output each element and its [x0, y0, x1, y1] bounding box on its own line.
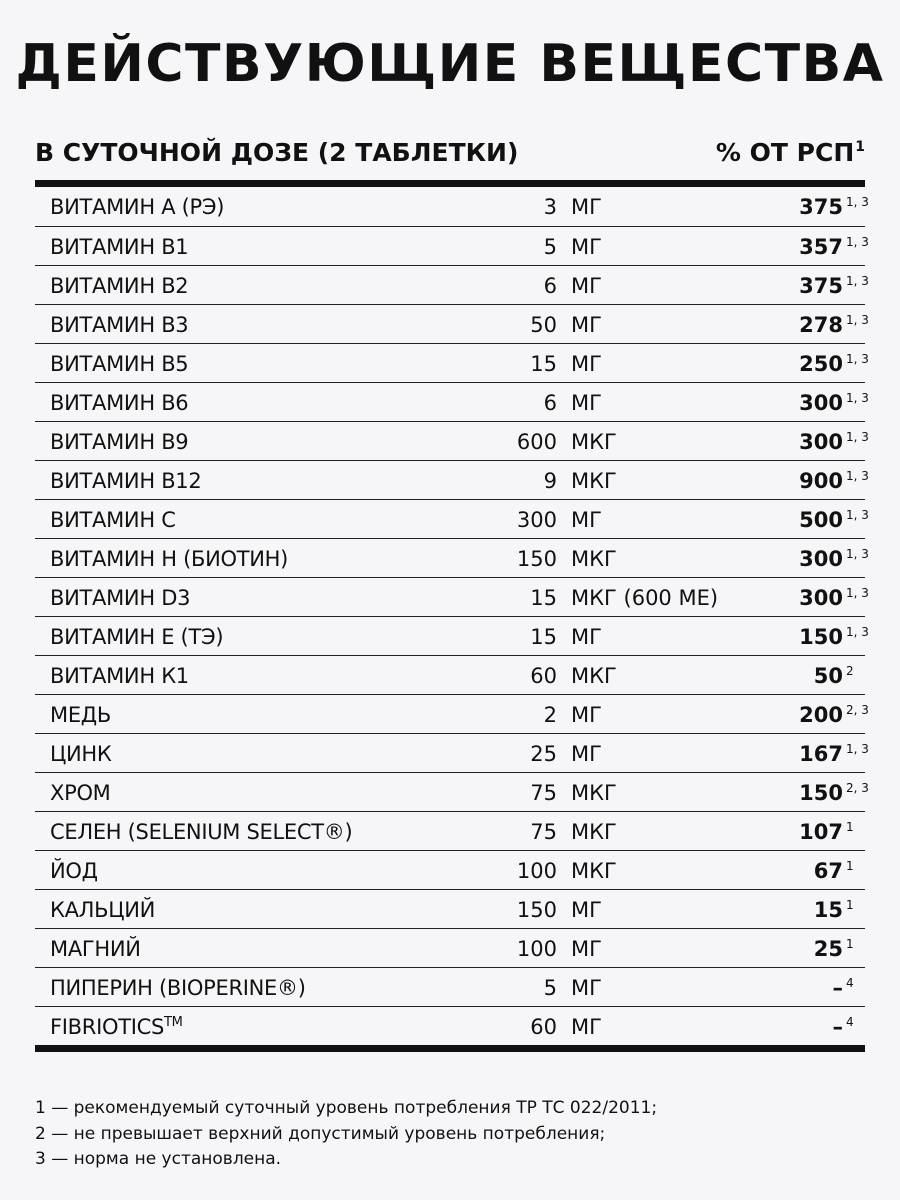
table-row [35, 421, 869, 460]
ingredient-percent: – [832, 976, 843, 1000]
ingredient-amount: 100 [516, 937, 557, 961]
ingredient-amount: 600 [516, 430, 557, 454]
ingredient-amount: 15 [530, 352, 557, 376]
ingredient-name [50, 391, 188, 415]
ingredient-note: 1, 3 [846, 391, 869, 405]
ingredient-name-text: МЕДЬ [50, 703, 112, 727]
ingredient-name-text: ПИПЕРИН (BIOPERINE®) [50, 976, 306, 1000]
ingredient-percent: 107 [799, 820, 843, 844]
ingredient-percent: 300 [799, 586, 843, 610]
table-row [35, 460, 869, 499]
ingredient-percent: 15 [813, 898, 843, 922]
ingredient-unit: МКГ [571, 859, 617, 883]
ingredient-amount: 5 [543, 235, 557, 259]
ingredient-percent: 200 [799, 703, 843, 727]
ingredient-name-text: ВИТАМИН В9 [50, 430, 189, 454]
ingredient-percent: 375 [799, 195, 843, 219]
footnote: 3 — норма не установлена. [35, 1149, 282, 1169]
ingredient-name [50, 664, 189, 688]
ingredient-note: 4 [846, 976, 854, 990]
ingredient-amount: 150 [516, 547, 557, 571]
ingredient-percent: 150 [799, 625, 843, 649]
ingredient-name [50, 195, 224, 219]
ingredient-amount: 15 [530, 586, 557, 610]
ingredient-name-text: ЦИНК [50, 742, 112, 766]
ingredient-amount: 300 [516, 508, 557, 532]
ingredient-note: 1, 3 [846, 742, 869, 756]
ingredient-unit: МГ [571, 625, 602, 649]
ingredient-unit: МГ [571, 976, 602, 1000]
ingredient-percent: 67 [813, 859, 843, 883]
ingredient-name [50, 781, 111, 805]
ingredient-name-text: МАГНИЙ [50, 937, 141, 961]
ingredient-note: 1, 3 [846, 313, 869, 327]
ingredient-unit: МГ [571, 508, 602, 532]
ingredient-unit: МГ [571, 352, 602, 376]
ingredient-note: 1, 3 [846, 352, 869, 366]
footnote: 2 — не превышает верхний допустимый уровень потребления; [35, 1123, 606, 1144]
ingredient-note: 2, 3 [846, 781, 869, 795]
ingredient-name-text: ВИТАМИН В6 [50, 391, 189, 415]
table-row [35, 967, 865, 1006]
ingredient-unit: МКГ [571, 547, 617, 571]
ingredient-unit: МГ [571, 235, 602, 259]
ingredient-note: 1 [846, 859, 854, 873]
ingredient-name-text: ВИТАМИН С [50, 508, 176, 532]
ingredient-name-text: ВИТАМИН В3 [50, 313, 189, 337]
ingredient-name [50, 313, 188, 337]
ingredient-name-text: ВИТАМИН В5 [50, 352, 189, 376]
ingredient-note: 1, 3 [846, 469, 869, 483]
table-row [35, 577, 869, 616]
ingredient-name-text: ВИТАМИН К1 [50, 664, 189, 688]
ingredient-name-text: ХРОМ [50, 781, 111, 805]
ingredient-amount: 60 [530, 1015, 557, 1039]
table-row [35, 187, 869, 226]
ingredient-percent: 167 [799, 742, 843, 766]
ingredient-percent: 50 [813, 664, 843, 688]
ingredient-percent: 300 [799, 430, 843, 454]
ingredients-table [35, 180, 869, 1052]
ingredient-note: 1 [846, 937, 854, 951]
ingredient-name-text: ВИТАМИН D3 [50, 586, 191, 610]
ingredient-percent: 300 [799, 547, 843, 571]
ingredient-unit: МГ [571, 742, 602, 766]
ingredient-name-text: ВИТАМИН Е (ТЭ) [50, 625, 224, 649]
ingredient-amount: 6 [543, 274, 557, 298]
ingredient-unit: МГ [571, 313, 602, 337]
ingredient-amount: 150 [516, 898, 557, 922]
ingredient-unit: МКГ [571, 469, 617, 493]
ingredient-amount: 75 [530, 781, 557, 805]
ingredient-name [50, 469, 201, 493]
table-row [35, 343, 869, 382]
ingredient-note: 1 [846, 820, 854, 834]
ingredient-name-text: ВИТАМИН А (РЭ) [50, 195, 225, 219]
table-row [35, 265, 869, 304]
ingredient-name-text: ВИТАМИН В2 [50, 274, 189, 298]
table-row [35, 928, 865, 967]
table-row [35, 850, 865, 889]
ingredient-unit: МГ [571, 1015, 602, 1039]
ingredient-percent: 357 [799, 235, 843, 259]
ingredient-unit: МГ [571, 703, 602, 727]
ingredient-name [50, 586, 190, 610]
ingredient-percent: 278 [799, 313, 843, 337]
ingredient-amount: 3 [543, 195, 557, 219]
table-row [35, 733, 869, 772]
ingredient-percent: 300 [799, 391, 843, 415]
ingredient-unit: МГ [571, 274, 602, 298]
ingredient-name [50, 1015, 183, 1039]
ingredient-name [50, 742, 112, 766]
ingredient-note: 1 [846, 898, 854, 912]
table-row [35, 889, 865, 928]
ingredient-note: 1, 3 [846, 195, 869, 209]
table-subheader [35, 138, 865, 172]
ingredient-name [50, 937, 141, 961]
ingredient-percent: 500 [799, 508, 843, 532]
ingredient-unit: МКГ [571, 430, 617, 454]
percent-header-label: % ОТ РСП [715, 138, 855, 167]
ingredient-percent: 25 [813, 937, 843, 961]
ingredient-note: 1, 3 [846, 586, 869, 600]
ingredient-amount: 75 [530, 820, 557, 844]
ingredient-amount: 6 [543, 391, 557, 415]
ingredient-note: 1, 3 [846, 508, 869, 522]
ingredient-note: 1, 3 [846, 274, 869, 288]
table-row [35, 499, 869, 538]
ingredient-percent: – [832, 1015, 843, 1039]
ingredient-name-sup: TM [164, 1015, 183, 1030]
ingredient-unit: МГ [571, 937, 602, 961]
ingredient-percent: 250 [799, 352, 843, 376]
ingredient-name [50, 235, 188, 259]
ingredient-name-text: ЙОД [50, 859, 98, 883]
table-row [35, 694, 869, 733]
percent-header-sup: 1 [855, 139, 865, 155]
table-row [35, 226, 869, 265]
ingredient-name [50, 547, 288, 571]
table-row [35, 382, 869, 421]
dose-header: В СУТОЧНОЙ ДОЗЕ (2 ТАБЛЕТКИ) [35, 138, 519, 167]
ingredient-note: 1, 3 [846, 547, 869, 561]
ingredient-name-text: ВИТАМИН Н (БИОТИН) [50, 547, 289, 571]
ingredient-name-text: ВИТАМИН В1 [50, 235, 189, 259]
ingredient-amount: 60 [530, 664, 557, 688]
ingredient-name [50, 898, 155, 922]
table-row [35, 1006, 865, 1045]
ingredient-unit: МКГ [571, 664, 617, 688]
ingredient-amount: 25 [530, 742, 557, 766]
ingredient-unit: МКГ [571, 820, 617, 844]
ingredient-name [50, 703, 111, 727]
ingredient-name [50, 430, 188, 454]
ingredient-name [50, 625, 223, 649]
ingredient-name [50, 274, 188, 298]
ingredient-percent: 375 [799, 274, 843, 298]
ingredient-amount: 15 [530, 625, 557, 649]
ingredient-amount: 9 [543, 469, 557, 493]
ingredient-note: 1, 3 [846, 625, 869, 639]
ingredient-note: 4 [846, 1015, 854, 1029]
ingredient-note: 1, 3 [846, 430, 869, 444]
table-row [35, 304, 869, 343]
table-row [35, 772, 869, 811]
ingredient-amount: 50 [530, 313, 557, 337]
ingredient-unit: МГ [571, 391, 602, 415]
ingredient-amount: 5 [543, 976, 557, 1000]
ingredient-name [50, 859, 98, 883]
table-row [35, 538, 869, 577]
ingredient-name [50, 508, 176, 532]
ingredient-name [50, 976, 306, 1000]
ingredient-unit: МКГ (600 МЕ) [571, 586, 719, 610]
ingredient-unit: МГ [571, 195, 602, 219]
ingredient-name-text: КАЛЬЦИЙ [50, 898, 156, 922]
ingredient-note: 2 [846, 664, 854, 678]
footnote: 1 — рекомендуемый суточный уровень потребления ТР ТС 022/2011; [35, 1098, 658, 1118]
ingredient-amount: 2 [543, 703, 557, 727]
ingredient-name-text: СЕЛЕН (SELENIUM SELECT®) [50, 820, 353, 844]
table-row [35, 655, 865, 694]
ingredient-name [50, 820, 352, 844]
percent-header [716, 138, 865, 167]
ingredient-name [50, 352, 188, 376]
ingredient-unit: МКГ [571, 781, 617, 805]
table-row [35, 616, 869, 655]
ingredient-note: 2, 3 [846, 703, 869, 717]
ingredient-unit: МГ [571, 898, 602, 922]
ingredient-amount: 100 [516, 859, 557, 883]
ingredient-percent: 150 [799, 781, 843, 805]
page-title: ДЕЙСТВУЮЩИЕ ВЕЩЕСТВА [15, 34, 885, 94]
ingredient-percent: 900 [799, 469, 843, 493]
table-row [35, 811, 865, 850]
ingredient-note: 1, 3 [846, 235, 869, 249]
footnotes [35, 1096, 657, 1173]
ingredient-name-text: ВИТАМИН В12 [50, 469, 202, 493]
ingredient-name-text: FIBRIOTICS [50, 1015, 165, 1039]
